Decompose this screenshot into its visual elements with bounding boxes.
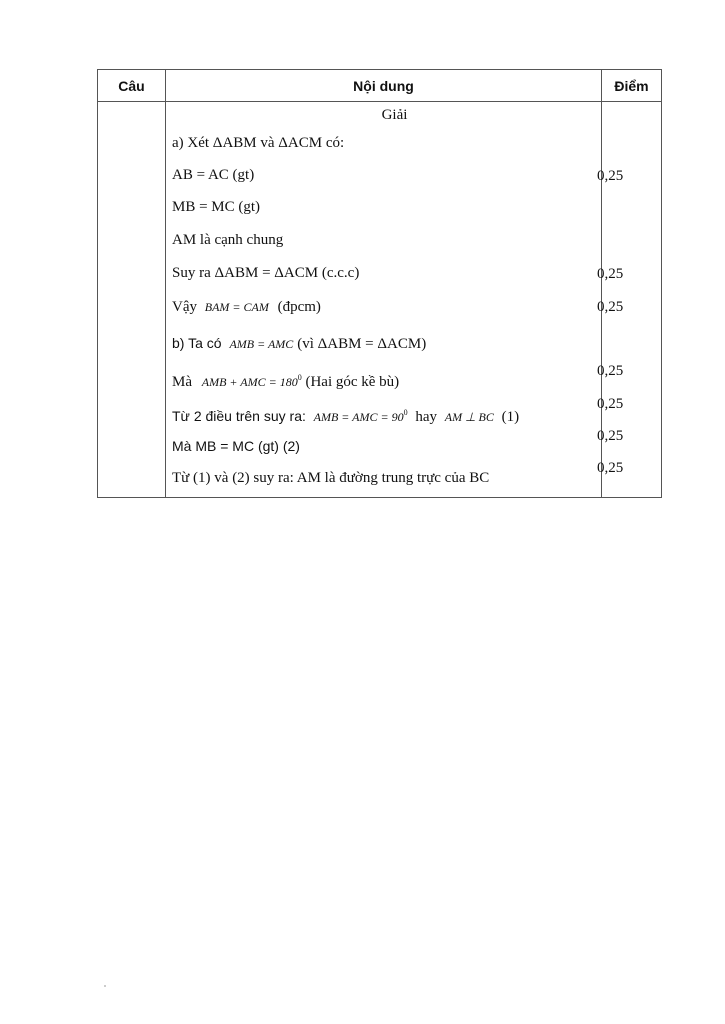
part-b-line-1 [172, 334, 426, 353]
text: (Hai góc kề bù) [305, 374, 400, 390]
part-a-line-4: Suy ra ΔABM = ΔACM (c.c.c) [172, 265, 360, 281]
part-a-intro: a) Xét ΔABM và ΔACM có: [172, 135, 345, 151]
part-b-line-5: Từ (1) và (2) suy ra: AM là đường trung trực của BC [172, 470, 490, 486]
column-divider [165, 70, 166, 497]
page-mark [104, 985, 106, 987]
point-value: 0,25 [597, 428, 624, 444]
point-value: 0,25 [597, 266, 624, 282]
text: b) Ta có [172, 335, 222, 351]
header-divider [98, 101, 661, 102]
solution-heading: Giải [381, 107, 408, 123]
part-a-line-1: AB = AC (gt) [172, 167, 255, 183]
part-a-conclusion [172, 298, 321, 316]
text: hay [415, 409, 438, 425]
header-noi-dung: Nội dung [353, 77, 414, 94]
header-diem: Điểm [614, 77, 649, 94]
superscript: 0 [297, 373, 302, 382]
text: (đpcm) [277, 299, 321, 315]
superscript: 0 [403, 408, 408, 417]
part-a-line-3: AM là cạnh chung [172, 232, 284, 248]
point-value: 0,25 [597, 299, 624, 315]
math-expression: AMB = AMC = 90 [313, 410, 404, 424]
point-value: 0,25 [597, 168, 624, 184]
text: Vậy [172, 299, 197, 315]
text: (vì ΔABM = ΔACM) [297, 336, 427, 352]
point-value: 0,25 [597, 460, 624, 476]
text: Mà [172, 374, 192, 390]
part-a-line-2: MB = MC (gt) [172, 199, 261, 215]
math-expression: AMB + AMC = 180 [201, 375, 298, 389]
part-b-line-2 [172, 369, 399, 391]
text: (1) [501, 409, 520, 425]
part-b-line-3 [172, 404, 519, 426]
header-cau: Câu [118, 77, 145, 94]
math-expression: AM ⊥ BC [444, 410, 494, 424]
part-b-line-4: Mà MB = MC (gt) (2) [172, 438, 300, 454]
math-expression: BAM = CAM [204, 300, 269, 314]
point-value: 0,25 [597, 363, 624, 379]
text: Từ 2 điều trên suy ra: [172, 408, 306, 424]
math-expression: AMB = AMC [229, 337, 294, 351]
point-value: 0,25 [597, 396, 624, 412]
